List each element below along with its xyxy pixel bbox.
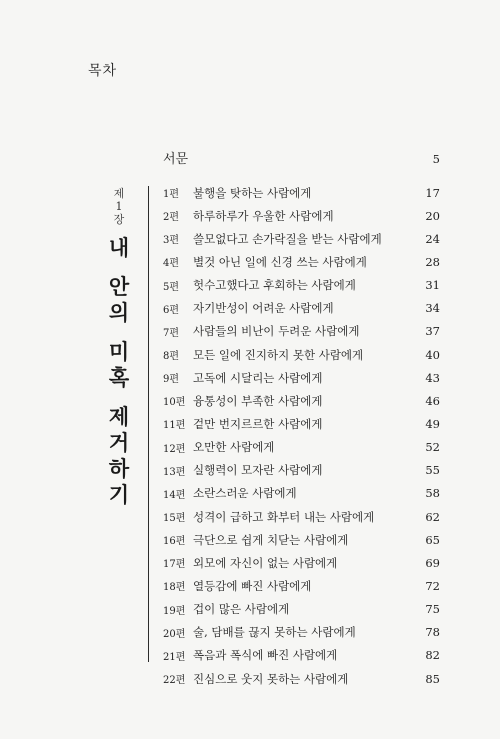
entry-title: 모든 일에 진지하지 못한 사람에게 (193, 347, 364, 362)
chapter-divider (148, 186, 149, 662)
entry-number: 7편 (163, 327, 180, 339)
entry-title: 자기반성이 어려운 사람에게 (193, 301, 334, 316)
entry-number: 2편 (163, 212, 180, 224)
entry-title: 소란스러운 사람에게 (193, 486, 297, 501)
entry-title: 고독에 시달리는 사람에게 (193, 370, 323, 385)
entry-page-number: 46 (425, 393, 440, 408)
entry-page-number: 69 (425, 555, 440, 570)
entry-page-number: 31 (425, 278, 440, 293)
entry-title: 폭음과 폭식에 빠진 사람에게 (193, 648, 338, 663)
entry-page-number: 78 (425, 625, 440, 640)
chapter-title (104, 235, 134, 508)
entry-number: 4편 (163, 258, 180, 270)
toc-entry[interactable] (163, 528, 440, 551)
entry-number: 14편 (163, 489, 186, 501)
toc-entry[interactable] (163, 320, 440, 343)
entry-page-number: 62 (425, 509, 440, 524)
toc-entry[interactable] (163, 412, 440, 435)
chapter-title-char: 혹 (108, 365, 130, 390)
entry-title: 술, 담배를 끊지 못하는 사람에게 (193, 625, 356, 640)
entry-title: 융통성이 부족한 사람에게 (193, 393, 323, 408)
entry-number: 1편 (163, 189, 180, 201)
chapter-title-char: 내 (108, 235, 130, 260)
chapter-title-char: 제 (108, 404, 130, 429)
toc-entry[interactable] (163, 667, 440, 690)
entry-page-number: 82 (425, 648, 440, 663)
chapter-title-char: 하 (108, 456, 130, 481)
entry-page-number: 43 (425, 370, 440, 385)
chapter-title-char: 의 (108, 300, 130, 325)
chapter-title-char: 미 (108, 339, 130, 364)
toc-entry[interactable] (163, 297, 440, 320)
entry-number: 13편 (163, 466, 186, 478)
chapter-label-char: 제 (113, 187, 125, 200)
toc-entry[interactable] (163, 621, 440, 644)
toc-entry[interactable] (163, 459, 440, 482)
entry-title: 사람들의 비난이 두려운 사람에게 (193, 324, 360, 339)
toc-entry[interactable] (163, 181, 440, 204)
entry-number: 21편 (163, 651, 186, 663)
entry-title: 외모에 자신이 없는 사람에게 (193, 555, 338, 570)
entry-page-number: 52 (425, 440, 440, 455)
entry-number: 5편 (163, 281, 180, 293)
entry-number: 19편 (163, 605, 186, 617)
toc-entry[interactable] (163, 274, 440, 297)
toc-entry[interactable] (163, 250, 440, 273)
entry-title: 헛수고했다고 후회하는 사람에게 (193, 278, 356, 293)
toc-entry[interactable] (163, 389, 440, 412)
entry-number: 22편 (163, 675, 186, 687)
toc-entry[interactable] (163, 644, 440, 667)
entry-page-number: 40 (425, 347, 440, 362)
chapter-label-char: 1 (115, 200, 123, 213)
chapter-number-label (112, 187, 126, 226)
entry-page-number: 75 (425, 602, 440, 617)
entry-title: 실행력이 모자란 사람에게 (193, 463, 323, 478)
entry-title: 극단으로 쉽게 치닫는 사람에게 (193, 532, 349, 547)
entry-number: 9편 (163, 374, 180, 386)
entry-page-number: 37 (425, 324, 440, 339)
preface-page-number: 5 (432, 152, 440, 166)
chapter-title-char: 안 (108, 274, 130, 299)
entry-number: 11편 (163, 420, 186, 432)
chapter-title-char: 거 (108, 430, 130, 455)
toc-entry[interactable] (163, 551, 440, 574)
entry-page-number: 49 (425, 416, 440, 431)
entry-page-number: 58 (425, 486, 440, 501)
entry-number: 20편 (163, 628, 186, 640)
chapter-label-char: 장 (113, 213, 125, 226)
toc-entry[interactable] (163, 204, 440, 227)
entry-title: 오만한 사람에게 (193, 440, 275, 455)
toc-list (163, 181, 440, 690)
toc-entry[interactable] (163, 574, 440, 597)
entry-number: 15편 (163, 513, 186, 525)
entry-page-number: 17 (425, 185, 440, 200)
entry-number: 3편 (163, 235, 180, 247)
entry-title: 불행을 탓하는 사람에게 (193, 185, 312, 200)
entry-page-number: 85 (425, 671, 440, 686)
entry-page-number: 20 (425, 208, 440, 223)
entry-page-number: 34 (425, 301, 440, 316)
page-title: 목차 (88, 63, 118, 79)
entry-page-number: 72 (425, 578, 440, 593)
toc-entry[interactable] (163, 436, 440, 459)
entry-title: 별것 아닌 일에 신경 쓰는 사람에게 (193, 254, 367, 269)
entry-page-number: 65 (425, 532, 440, 547)
entry-page-number: 55 (425, 463, 440, 478)
entry-number: 10편 (163, 397, 186, 409)
toc-entry[interactable] (163, 505, 440, 528)
entry-page-number: 24 (425, 231, 440, 246)
entry-number: 12편 (163, 443, 186, 455)
toc-entry[interactable] (163, 227, 440, 250)
entry-title: 성격이 급하고 화부터 내는 사람에게 (193, 509, 375, 524)
toc-entry[interactable] (163, 366, 440, 389)
entry-number: 16편 (163, 536, 186, 548)
toc-entry[interactable] (163, 598, 440, 621)
entry-number: 6편 (163, 304, 180, 316)
entry-title: 하루하루가 우울한 사람에게 (193, 208, 334, 223)
toc-preface-row[interactable] (163, 148, 440, 167)
entry-title: 열등감에 빠진 사람에게 (193, 578, 312, 593)
entry-page-number: 28 (425, 254, 440, 269)
toc-entry[interactable] (163, 482, 440, 505)
chapter-title-char: 기 (108, 482, 130, 507)
entry-number: 18편 (163, 582, 186, 594)
entry-number: 8편 (163, 351, 180, 363)
entry-number: 17편 (163, 559, 186, 571)
entry-title: 겁이 많은 사람에게 (193, 602, 290, 617)
toc-entry[interactable] (163, 343, 440, 366)
entry-title: 쓸모없다고 손가락질을 받는 사람에게 (193, 231, 382, 246)
entry-title: 진심으로 웃지 못하는 사람에게 (193, 671, 349, 686)
entry-title: 겉만 번지르르한 사람에게 (193, 416, 323, 431)
preface-label: 서문 (163, 152, 189, 167)
